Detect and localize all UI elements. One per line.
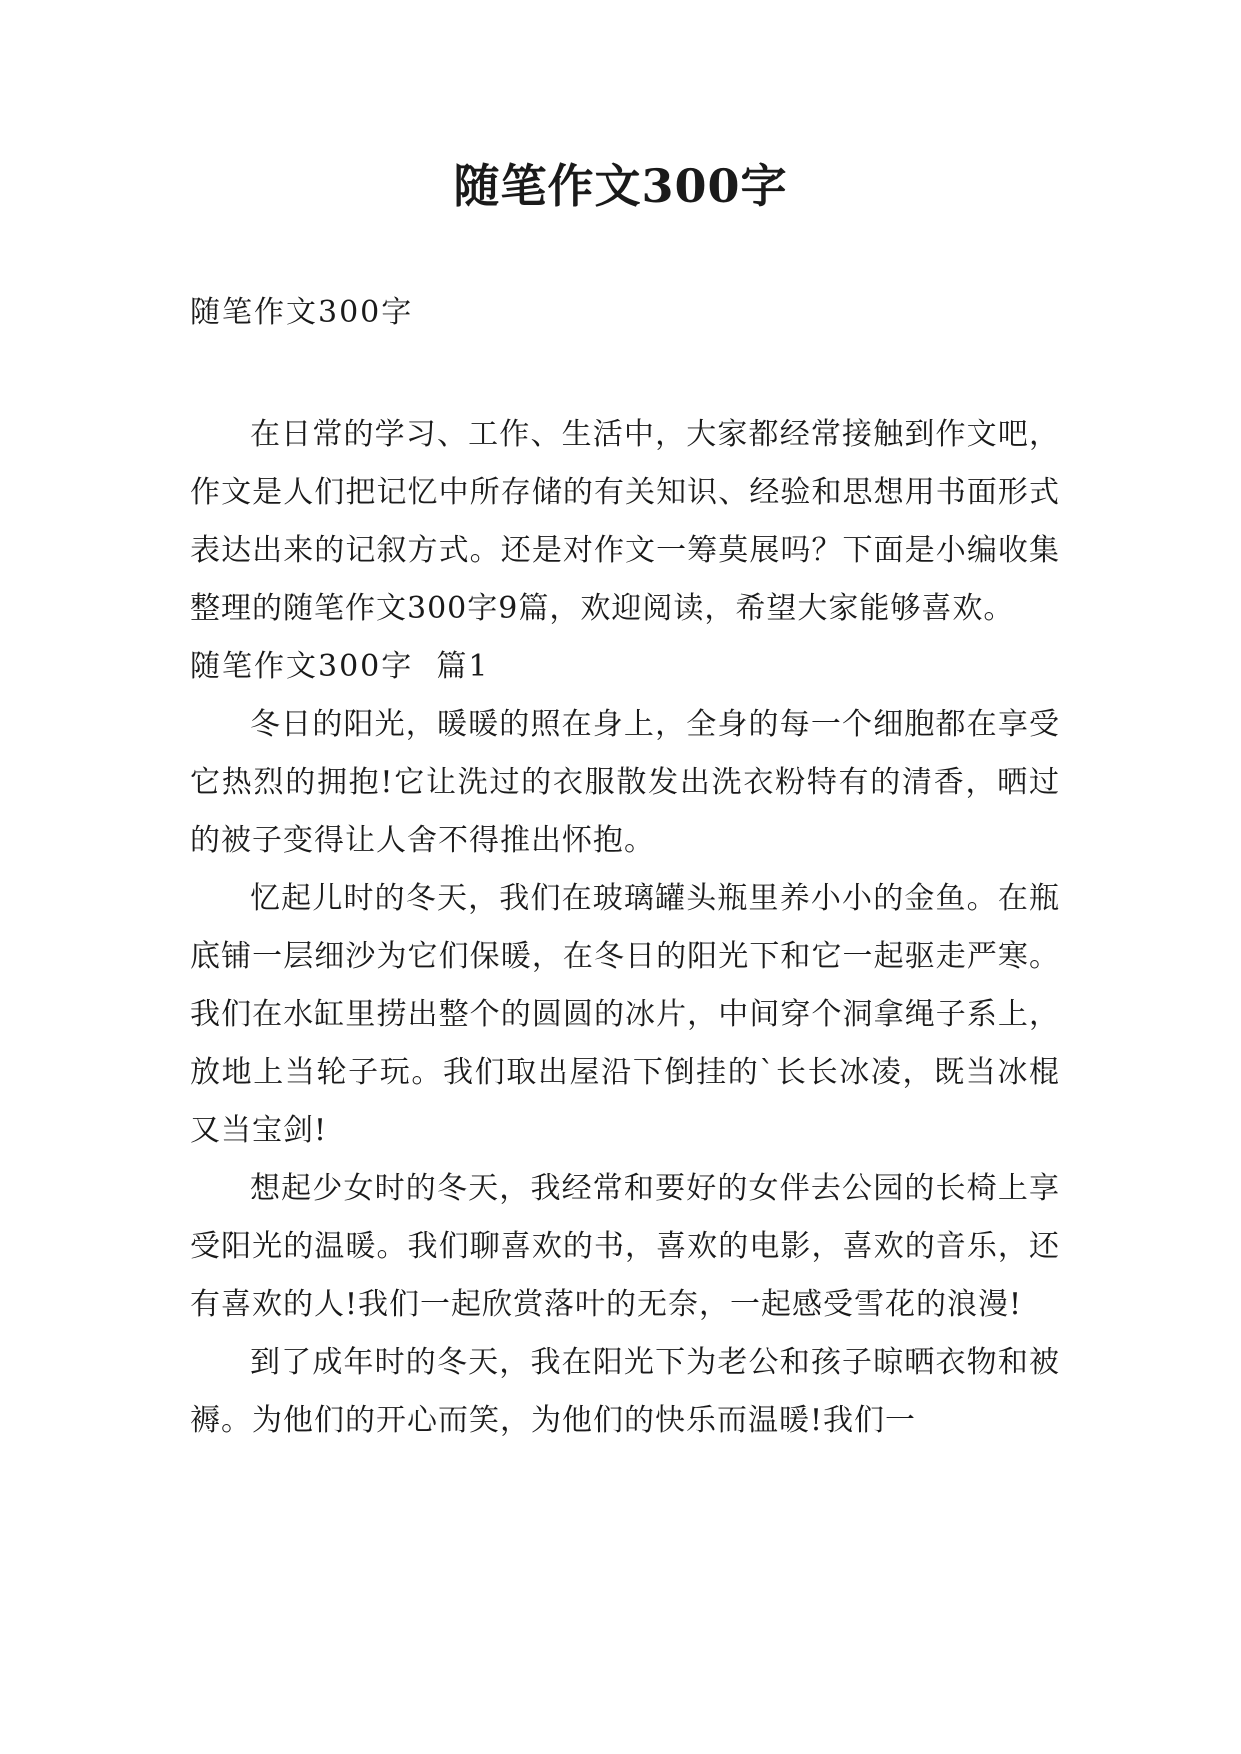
body-paragraph-4: 到了成年时的冬天，我在阳光下为老公和孩子晾晒衣物和被褥。为他们的开心而笑，为他们的快乐而温暖!我们一 bbox=[190, 1345, 1060, 1438]
body-paragraph-3: 想起少女时的冬天，我经常和要好的女伴去公园的长椅上享受阳光的温暖。我们聊喜欢的书，喜欢的电影，喜欢的音乐，还有喜欢的人!我们一起欣赏落叶的无奈，一起感受雪花的浪漫! bbox=[190, 1171, 1060, 1322]
document-body bbox=[190, 406, 1060, 1450]
body-paragraph-2: 忆起儿时的冬天，我们在玻璃罐头瓶里养小小的金鱼。在瓶底铺一层细沙为它们保暖，在冬日的阳光下和它一起驱走严寒。我们在水缸里捞出整个的圆圆的冰片，中间穿个洞拿绳子系上，放地上当轮子玩。我们取出屋沿下倒挂的`长长冰凌，既当冰棍又当宝剑! bbox=[190, 881, 1060, 1148]
body-paragraph-1: 冬日的阳光，暖暖的照在身上，全身的每一个细胞都在享受它热烈的拥抱!它让洗过的衣服散发出洗衣粉特有的清香，晒过的被子变得让人舍不得推出怀抱。 bbox=[190, 707, 1060, 858]
section-heading: 随笔作文300字 篇1 bbox=[190, 649, 490, 684]
document-title: 随笔作文300字 bbox=[453, 159, 788, 213]
intro-paragraph: 在日常的学习、工作、生活中，大家都经常接触到作文吧，作文是人们把记忆中所存储的有关知识、经验和思想用书面形式表达出来的记叙方式。还是对作文一筹莫展吗？下面是小编收集整理的随笔作文300字9篇，欢迎阅读，希望大家能够喜欢。 bbox=[190, 417, 1060, 626]
document-subtitle: 随笔作文300字 bbox=[190, 295, 414, 330]
